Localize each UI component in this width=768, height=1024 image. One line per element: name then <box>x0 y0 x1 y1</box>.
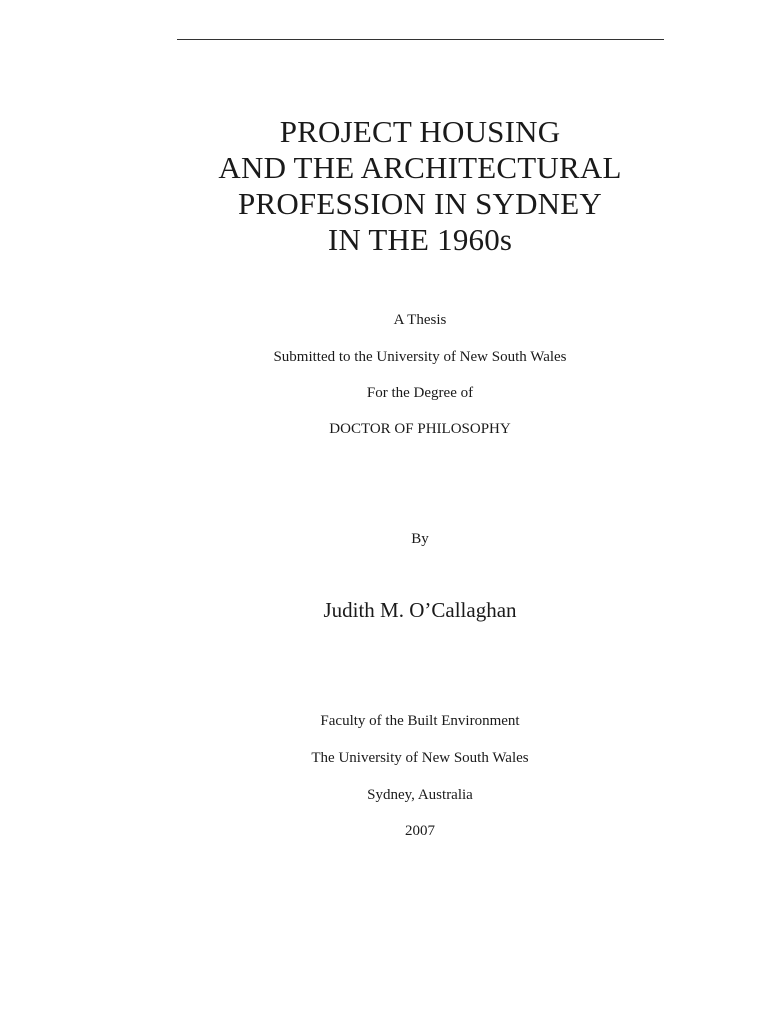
thesis-title <box>160 114 680 258</box>
by-label: By <box>411 531 429 547</box>
faculty: Faculty of the Built Environment <box>320 713 520 729</box>
author-name: Judith M. O’Callaghan <box>323 598 517 622</box>
submitted-to: Submitted to the University of New South Wales <box>273 349 567 365</box>
for-degree: For the Degree of <box>366 385 474 401</box>
title-line-4: IN THE 1960s <box>327 222 513 257</box>
year: 2007 <box>405 823 435 839</box>
title-line-1: PROJECT HOUSING <box>279 114 561 149</box>
document-type: A Thesis <box>393 312 447 328</box>
top-rule <box>177 39 664 40</box>
title-line-3: PROFESSION IN SYDNEY <box>238 186 602 221</box>
title-line-2: AND THE ARCHITECTURAL <box>218 150 622 185</box>
university: The University of New South Wales <box>311 750 529 766</box>
location: Sydney, Australia <box>367 787 473 803</box>
degree-name: DOCTOR OF PHILOSOPHY <box>329 421 511 437</box>
